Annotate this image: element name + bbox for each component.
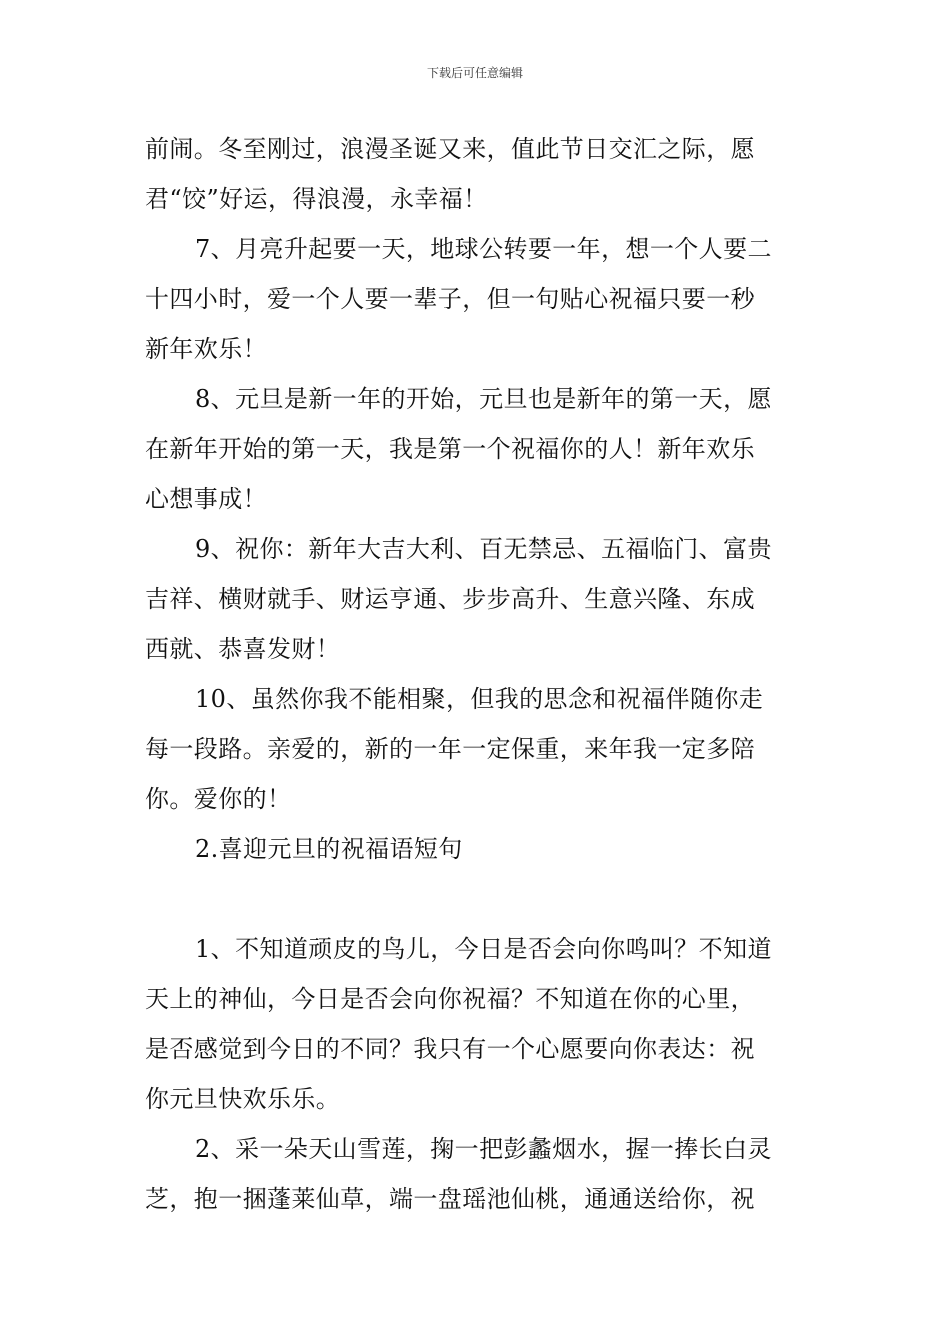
paragraph-start-line: 9、祝你：新年大吉大利、百无禁忌、五福临门、富贵	[195, 535, 772, 563]
section-heading: 2.喜迎元旦的祝福语短句	[195, 835, 463, 863]
text-line: 君“饺”好运，得浪漫，永幸福！	[145, 185, 488, 213]
paragraph-start-line: 7、月亮升起要一天，地球公转要一年，想一个人要二	[195, 235, 772, 263]
text-line: 每一段路。亲爱的，新的一年一定保重，来年我一定多陪	[145, 735, 755, 763]
document-body	[145, 124, 810, 1224]
text-line: 新年欢乐！	[145, 335, 267, 363]
blank-line	[145, 874, 810, 924]
text-line: 天上的神仙，今日是否会向你祝福？不知道在你的心里，	[145, 985, 755, 1013]
page-header: 下载后可任意编辑	[426, 66, 523, 80]
text-line: 芝，抱一捆蓬莱仙草，端一盘瑶池仙桃，通通送给你，祝	[145, 1185, 755, 1213]
paragraph-start-line: 8、元旦是新一年的开始，元旦也是新年的第一天，愿	[195, 385, 772, 413]
text-line: 西就、恭喜发财！	[145, 635, 341, 663]
text-line: 是否感觉到今日的不同？我只有一个心愿要向你表达：祝	[145, 1035, 755, 1063]
paragraph-start-line: 10、虽然你我不能相聚，但我的思念和祝福伴随你走	[195, 685, 764, 713]
paragraph-start-line: 2、采一朵天山雪莲，掬一把彭蠡烟水，握一捧长白灵	[195, 1135, 772, 1163]
text-line: 心想事成！	[145, 485, 267, 513]
text-line: 在新年开始的第一天，我是第一个祝福你的人！新年欢乐	[145, 435, 755, 463]
text-line: 前闹。冬至刚过，浪漫圣诞又来，值此节日交汇之际，愿	[145, 135, 755, 163]
text-line: 吉祥、横财就手、财运亨通、步步高升、生意兴隆、东成	[145, 585, 755, 613]
paragraph-start-line: 1、不知道顽皮的鸟儿，今日是否会向你鸣叫？不知道	[195, 935, 772, 963]
text-line: 你。爱你的！	[145, 785, 292, 813]
text-line: 你元旦快欢乐乐。	[145, 1085, 341, 1113]
text-line: 十四小时，爱一个人要一辈子，但一句贴心祝福只要一秒	[145, 285, 755, 313]
